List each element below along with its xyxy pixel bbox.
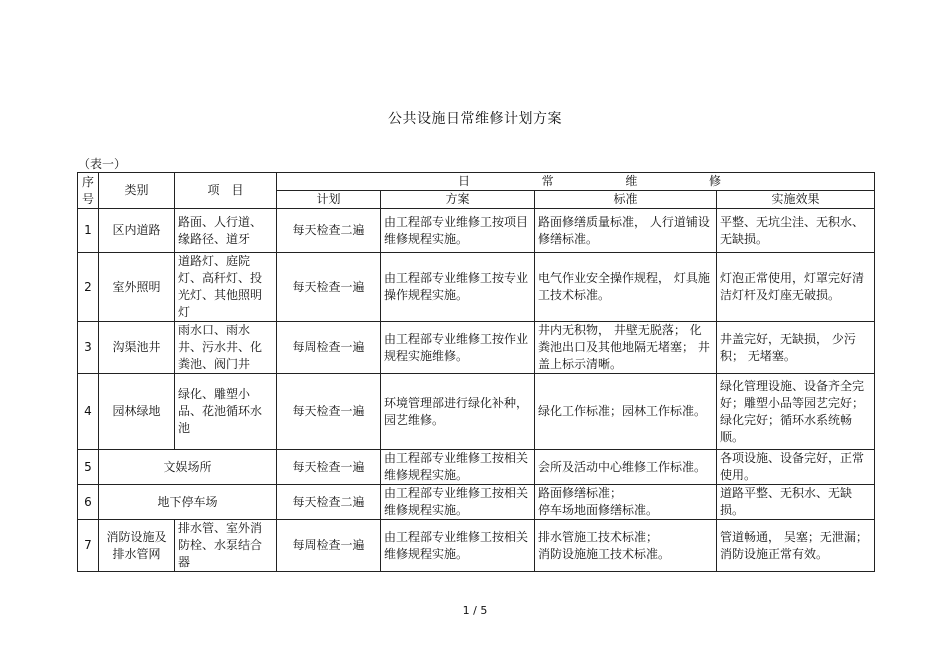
table-row	[78, 450, 875, 485]
row-effect: 绿化管理设施、设备齐全完好；雕塑小品等园艺完好；绿化完好；循环水系统畅顺。	[717, 374, 875, 450]
row-effect: 灯泡正常使用，灯罩完好清洁灯杆及灯座无破损。	[717, 253, 875, 322]
row-category: 沟渠池井	[99, 322, 175, 374]
maintenance-plan-table	[77, 172, 875, 572]
row-scheme: 由工程部专业维修工按相关维修规程实施。	[381, 520, 535, 572]
row-number: 6	[78, 485, 99, 520]
header-effect: 实施效果	[717, 191, 875, 209]
row-scheme: 由工程部专业维修工按项目维修规程实施。	[381, 209, 535, 253]
row-effect: 道路平整、无积水、无缺损。	[717, 485, 875, 520]
row-effect: 井盖完好，无缺损， 少污积； 无堵塞。	[717, 322, 875, 374]
row-scheme: 由工程部专业维修工按相关维修规程实施。	[381, 485, 535, 520]
row-plan: 每天检查一遍	[277, 374, 381, 450]
row-item: 道路灯、庭院灯、高秆灯、投光灯、其他照明灯	[175, 253, 277, 322]
row-category: 室外照明	[99, 253, 175, 322]
table-row	[78, 485, 875, 520]
row-number: 3	[78, 322, 99, 374]
row-plan: 每天检查二遍	[277, 209, 381, 253]
header-category: 类别	[99, 173, 175, 209]
row-item: 雨水口、雨水井、污水井、化粪池、阀门井	[175, 322, 277, 374]
header-item: 项 目	[175, 173, 277, 209]
header-seq: 序号	[78, 173, 99, 209]
header-scheme: 方案	[381, 191, 535, 209]
row-standard: 电气作业安全操作规程， 灯具施工技术标准。	[535, 253, 717, 322]
row-category: 园林绿地	[99, 374, 175, 450]
table-row	[78, 374, 875, 450]
row-scheme: 由工程部专业维修工按专业操作规程实施。	[381, 253, 535, 322]
table-row	[78, 209, 875, 253]
row-category: 地下停车场	[99, 485, 277, 520]
row-effect: 管道畅通， 吴塞；无泄漏；消防设施正常有效。	[717, 520, 875, 572]
row-category: 文娱场所	[99, 450, 277, 485]
row-number: 4	[78, 374, 99, 450]
table-row	[78, 520, 875, 572]
row-category: 区内道路	[99, 209, 175, 253]
row-standard: 绿化工作标准；园林工作标准。	[535, 374, 717, 450]
row-scheme: 由工程部专业维修工按相关维修规程实施。	[381, 450, 535, 485]
row-item: 路面、人行道、缘路径、道牙	[175, 209, 277, 253]
header-standard: 标准	[535, 191, 717, 209]
row-scheme: 由工程部专业维修工按作业规程实施维修。	[381, 322, 535, 374]
page-title: 公共设施日常维修计划方案	[388, 111, 562, 127]
header-plan: 计划	[277, 191, 381, 209]
row-plan: 每天检查一遍	[277, 450, 381, 485]
row-standard: 井内无积物， 井壁无脱落； 化粪池出口及其他地隔无堵塞； 井盖上标示清晰。	[535, 322, 717, 374]
row-number: 2	[78, 253, 99, 322]
row-number: 5	[78, 450, 99, 485]
page-number: 1 / 5	[462, 604, 488, 617]
header-daily-maintenance	[277, 173, 875, 191]
header-group-char: 维	[625, 174, 638, 188]
row-item: 绿化、雕塑小品、花池循环水池	[175, 374, 277, 450]
row-standard: 路面修缮质量标准， 人行道铺设修缮标准。	[535, 209, 717, 253]
row-standard: 路面修缮标准； 停车场地面修缮标准。	[535, 485, 717, 520]
header-group-char: 常	[541, 174, 554, 188]
row-number: 7	[78, 520, 99, 572]
header-group-char: 修	[708, 174, 721, 188]
row-plan: 每天检查二遍	[277, 485, 381, 520]
row-plan: 每天检查一遍	[277, 253, 381, 322]
table-note: （表一）	[78, 157, 127, 171]
row-plan: 每周检查一遍	[277, 322, 381, 374]
table-row	[78, 253, 875, 322]
row-item: 排水管、室外消防栓、水泵结合器	[175, 520, 277, 572]
row-effect: 平整、无坑尘洼、无积水、无缺损。	[717, 209, 875, 253]
row-standard: 会所及活动中心维修工作标准。	[535, 450, 717, 485]
row-plan: 每周检查一遍	[277, 520, 381, 572]
row-scheme: 环境管理部进行绿化补种，园艺维修。	[381, 374, 535, 450]
table-row	[78, 322, 875, 374]
row-standard: 排水管施工技术标准； 消防设施施工技术标准。	[535, 520, 717, 572]
row-number: 1	[78, 209, 99, 253]
header-row-1	[78, 173, 875, 191]
row-effect: 各项设施、设备完好，正常使用。	[717, 450, 875, 485]
header-group-char: 日	[458, 174, 471, 188]
row-category: 消防设施及排水管网	[99, 520, 175, 572]
